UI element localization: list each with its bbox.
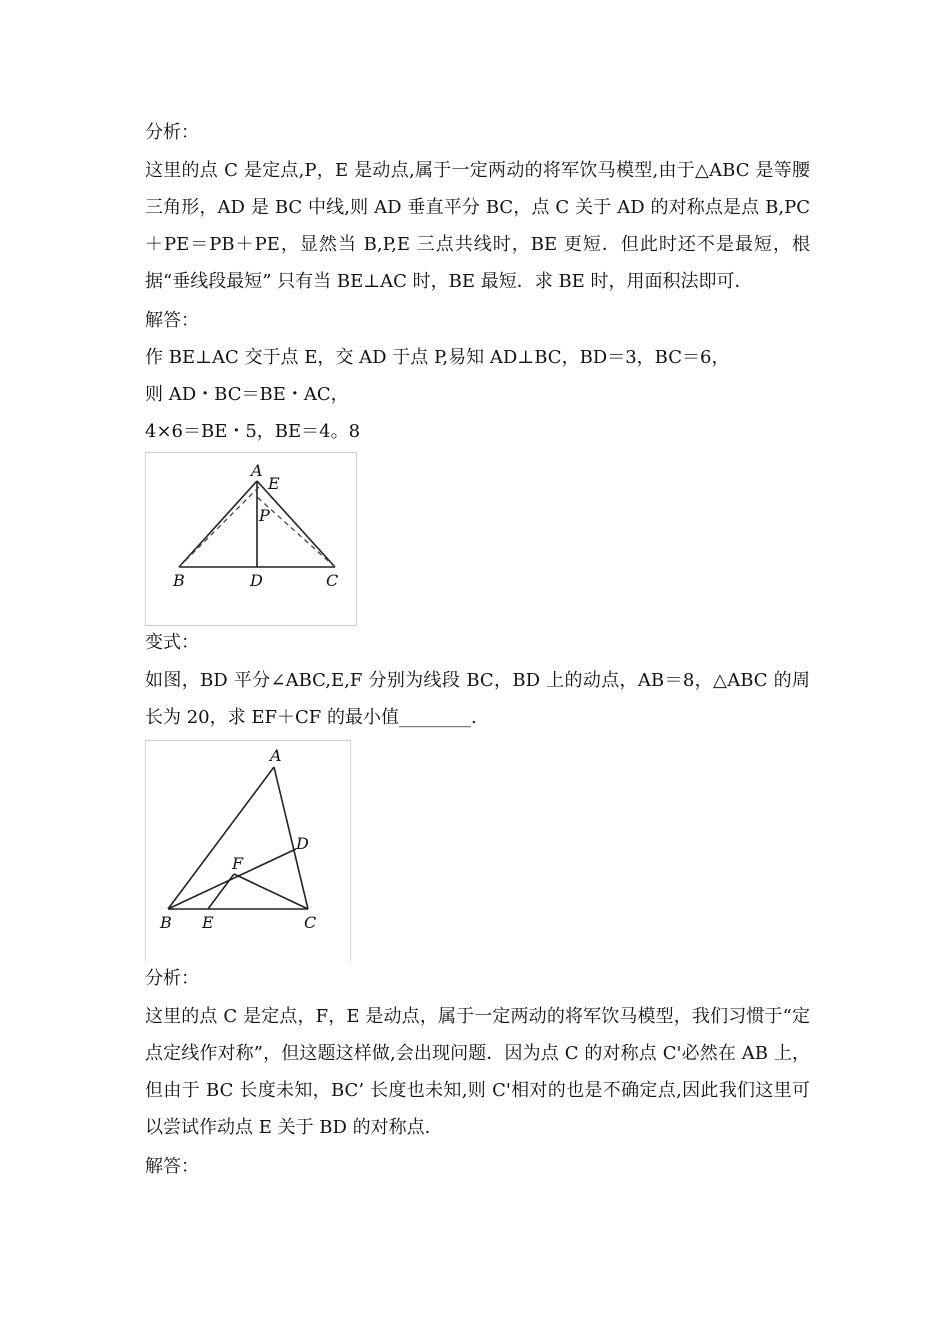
- segment-AB: [179, 481, 257, 567]
- label-D: D: [296, 834, 309, 853]
- label-B: B: [160, 913, 172, 932]
- solution-heading-2: 解答：: [145, 1156, 199, 1177]
- segment-FC: [234, 874, 308, 909]
- label-P: P: [259, 506, 270, 525]
- solution-line-2: 则 AD・BC＝BE・AC，: [145, 384, 349, 405]
- segment-AB: [168, 767, 274, 909]
- variant-problem: 如图，BD 平分∠ABC,E,F 分别为线段 BC，BD 上的动点，AB＝8，△ABC 的周长为 20，求 EF＋CF 的最小值________.: [145, 670, 810, 728]
- figure-angle-bisector-triangle: [145, 740, 351, 961]
- label-E: E: [268, 474, 280, 493]
- solution-line-1: 作 BE⊥AC 交于点 E，交 AD 于点 P,易知 AD⊥BC，BD＝3，BC＝6，: [145, 347, 730, 368]
- label-A: A: [251, 461, 263, 480]
- label-D: D: [250, 571, 263, 590]
- analysis-heading-1: 分析：: [145, 122, 199, 143]
- label-B: B: [173, 571, 185, 590]
- label-E: E: [202, 913, 214, 932]
- segment-EF: [208, 874, 234, 909]
- analysis-paragraph-2: 这里的点 C 是定点，F，E 是动点，属于一定两动的将军饮马模型，我们习惯于“定点定线作对称”，但这题这样做,会出现问题．因为点 C 的对称点 C'必然在 AB 上，但由于 BC 长度未知，BC’ 长度也未知,则 C'相对的也是不确定点,因此我们这里可以尝试作动点 E 关于 BD 的对称点.: [145, 1006, 810, 1138]
- dashed-BE: [179, 486, 260, 567]
- figure-1-svg: [146, 453, 356, 625]
- label-A: A: [270, 746, 282, 765]
- analysis-paragraph-1: 这里的点 C 是定点,P，E 是动点,属于一定两动的将军饮马模型,由于△ABC 是等腰三角形，AD 是 BC 中线,则 AD 垂直平分 BC，点 C 关于 AD 的对称点是点 B,PC＋PE＝PB＋PE，显然当 B,P,E 三点共线时，BE 更短．但此时还不是最短，根据“垂线段最短” 只有当 BE⊥AC 时，BE 最短．求 BE 时，用面积法即可．: [145, 160, 810, 292]
- label-C: C: [304, 913, 317, 932]
- figure-2-svg: [146, 741, 350, 961]
- figure-isosceles-triangle: [145, 452, 357, 626]
- analysis-heading-2: 分析：: [145, 968, 199, 989]
- label-F: F: [232, 854, 244, 873]
- label-C: C: [326, 571, 339, 590]
- variant-heading: 变式：: [145, 632, 199, 653]
- solution-heading-1: 解答：: [145, 310, 199, 331]
- solution-line-3: 4×6＝BE・5，BE＝4。8: [145, 421, 361, 442]
